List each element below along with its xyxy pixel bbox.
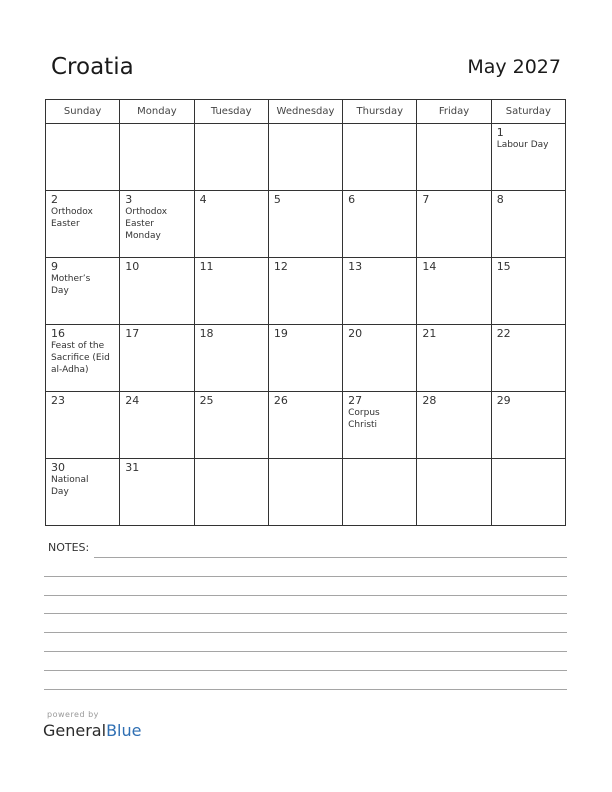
day-number: 30 bbox=[51, 461, 65, 474]
week-row bbox=[46, 124, 566, 191]
powered-by-text: powered by bbox=[47, 710, 99, 719]
note-line bbox=[94, 557, 567, 558]
day-cell bbox=[491, 325, 565, 392]
day-cell bbox=[491, 392, 565, 459]
note-line bbox=[44, 613, 567, 614]
holiday-label: Labour Day bbox=[496, 140, 549, 150]
day-cell bbox=[268, 459, 342, 526]
calendar-body bbox=[46, 124, 566, 526]
day-cell bbox=[343, 191, 417, 258]
day-cell bbox=[268, 392, 342, 459]
note-line bbox=[44, 595, 567, 596]
day-cell bbox=[417, 459, 491, 526]
day-number: 10 bbox=[125, 260, 140, 273]
day-cell bbox=[120, 459, 194, 526]
holiday-label: Corpus bbox=[348, 408, 380, 418]
week-row bbox=[46, 459, 566, 526]
day-number: 31 bbox=[125, 461, 140, 474]
day-cell bbox=[417, 258, 491, 325]
note-line bbox=[44, 632, 567, 633]
day-cell bbox=[194, 124, 268, 191]
day-cell bbox=[120, 392, 194, 459]
day-cell bbox=[268, 124, 342, 191]
day-cell bbox=[120, 258, 194, 325]
day-cell bbox=[491, 459, 565, 526]
day-cell bbox=[343, 124, 417, 191]
weekday-header-row bbox=[46, 100, 566, 124]
day-cell bbox=[46, 459, 120, 526]
day-cell bbox=[417, 392, 491, 459]
day-number: 13 bbox=[348, 260, 363, 273]
holiday-label: Day bbox=[51, 286, 69, 296]
day-cell bbox=[194, 392, 268, 459]
holiday-label: Orthodox bbox=[125, 207, 168, 217]
holiday-label: Easter bbox=[51, 219, 80, 229]
day-cell bbox=[120, 325, 194, 392]
logo-text-blue: Blue bbox=[106, 721, 142, 740]
weekday-wednesday: Wednesday bbox=[268, 100, 342, 124]
generalblue-logo[interactable] bbox=[43, 721, 141, 740]
day-cell bbox=[194, 191, 268, 258]
day-number: 19 bbox=[273, 327, 288, 340]
day-cell bbox=[343, 392, 417, 459]
day-number: 23 bbox=[51, 394, 65, 407]
holiday-label: Easter bbox=[125, 219, 154, 229]
day-number: 16 bbox=[51, 327, 65, 340]
day-number: 11 bbox=[199, 260, 214, 273]
day-cell bbox=[491, 191, 565, 258]
day-number: 1 bbox=[496, 126, 504, 139]
day-number: 22 bbox=[496, 327, 511, 340]
note-line bbox=[44, 576, 567, 577]
day-number: 2 bbox=[51, 193, 58, 206]
day-number: 7 bbox=[422, 193, 430, 206]
day-number: 20 bbox=[348, 327, 363, 340]
note-line bbox=[44, 670, 567, 671]
day-cell bbox=[46, 325, 120, 392]
day-number: 17 bbox=[125, 327, 140, 340]
day-number: 6 bbox=[348, 193, 356, 206]
day-number: 12 bbox=[273, 260, 288, 273]
logo-text-general: General bbox=[43, 721, 107, 740]
day-number: 25 bbox=[199, 394, 214, 407]
country-title: Croatia bbox=[51, 54, 134, 80]
day-cell bbox=[46, 191, 120, 258]
day-cell bbox=[417, 124, 491, 191]
weekday-sunday: Sunday bbox=[46, 100, 120, 124]
holiday-label: Day bbox=[51, 487, 69, 497]
day-number: 26 bbox=[273, 394, 288, 407]
day-number: 28 bbox=[422, 394, 437, 407]
day-cell bbox=[491, 124, 565, 191]
day-cell bbox=[46, 392, 120, 459]
day-number: 4 bbox=[199, 193, 207, 206]
day-cell bbox=[268, 191, 342, 258]
day-number: 15 bbox=[496, 260, 511, 273]
day-cell bbox=[194, 459, 268, 526]
day-number: 27 bbox=[348, 394, 363, 407]
day-cell bbox=[343, 325, 417, 392]
day-cell bbox=[120, 191, 194, 258]
day-cell bbox=[343, 258, 417, 325]
day-cell bbox=[268, 325, 342, 392]
day-number: 9 bbox=[51, 260, 58, 273]
note-line bbox=[44, 689, 567, 690]
calendar-grid bbox=[45, 99, 566, 526]
holiday-label: Feast of the bbox=[51, 341, 105, 351]
day-number: 29 bbox=[496, 394, 511, 407]
weekday-monday: Monday bbox=[120, 100, 194, 124]
day-cell bbox=[417, 325, 491, 392]
day-cell bbox=[417, 191, 491, 258]
week-row bbox=[46, 258, 566, 325]
holiday-label: Monday bbox=[125, 231, 161, 241]
day-number: 5 bbox=[273, 193, 281, 206]
month-title: May 2027 bbox=[467, 56, 561, 78]
day-number: 14 bbox=[422, 260, 437, 273]
holiday-label: Mother’s bbox=[51, 274, 91, 284]
day-number: 3 bbox=[125, 193, 133, 206]
weekday-friday: Friday bbox=[417, 100, 491, 124]
weekday-tuesday: Tuesday bbox=[194, 100, 268, 124]
day-number: 8 bbox=[496, 193, 504, 206]
notes-label: NOTES: bbox=[48, 541, 90, 554]
day-number: 18 bbox=[199, 327, 214, 340]
week-row bbox=[46, 325, 566, 392]
holiday-label: Orthodox bbox=[51, 207, 93, 217]
holiday-label: al-Adha) bbox=[51, 365, 89, 375]
week-row bbox=[46, 191, 566, 258]
weekday-thursday: Thursday bbox=[343, 100, 417, 124]
weekday-saturday: Saturday bbox=[491, 100, 565, 124]
holiday-label: National bbox=[51, 475, 89, 485]
day-cell bbox=[194, 325, 268, 392]
day-cell bbox=[46, 258, 120, 325]
day-number: 24 bbox=[125, 394, 140, 407]
day-cell bbox=[120, 124, 194, 191]
day-cell bbox=[491, 258, 565, 325]
day-cell bbox=[343, 459, 417, 526]
week-row bbox=[46, 392, 566, 459]
day-number: 21 bbox=[422, 327, 437, 340]
day-cell bbox=[46, 124, 120, 191]
day-cell bbox=[268, 258, 342, 325]
holiday-label: Christi bbox=[348, 420, 378, 430]
note-line bbox=[44, 651, 567, 652]
holiday-label: Sacrifice (Eid bbox=[51, 353, 110, 363]
day-cell bbox=[194, 258, 268, 325]
